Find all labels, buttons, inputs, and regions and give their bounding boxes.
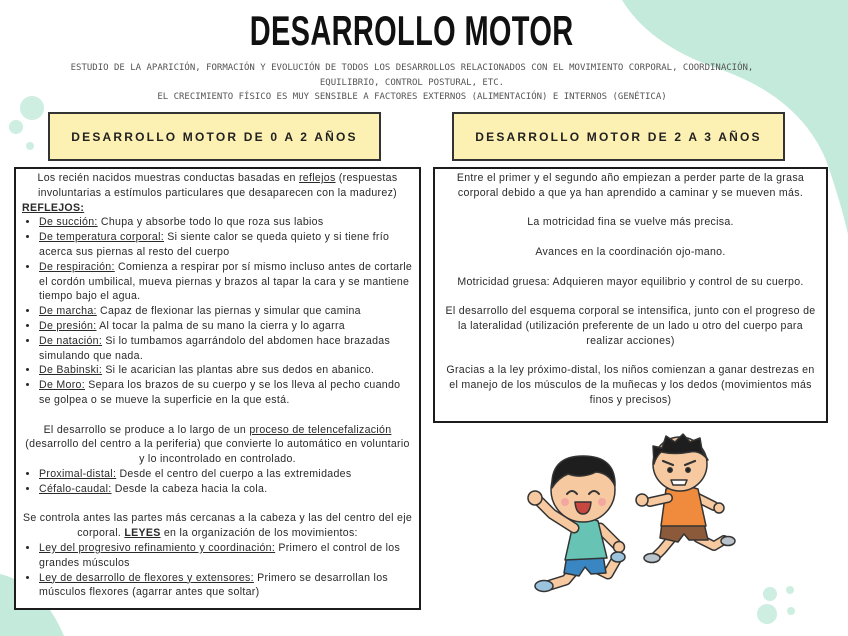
law-term: Ley del progresivo refinamiento y coordinación:	[39, 541, 276, 554]
reflex-item	[39, 334, 413, 364]
law-term: Ley de desarrollo de flexores y extensores:	[39, 571, 254, 584]
laws-intro-text: Se controla antes las partes más cercanas a la cabeza y las del centro del eje corporal.	[22, 512, 413, 540]
header-2-3-years	[452, 112, 785, 161]
reflex-item	[39, 304, 413, 319]
directions-list	[22, 467, 413, 497]
reflex-description: Al tocar la palma de su mano la cierra y lo agarra	[96, 319, 345, 332]
intro-text: (respuestas involuntarias a estímulos particulares que desaparecen con la madurez)	[37, 172, 398, 199]
intro-text: Los recién nacidos muestras conductas basadas en	[37, 172, 299, 184]
page-title-text: DESARROLLO MOTOR	[250, 7, 574, 54]
reflex-item	[39, 319, 413, 334]
reflex-term: De Babinski:	[39, 364, 103, 377]
laws-keyword: LEYES	[124, 527, 161, 540]
reflex-description: Comienza a respirar por sí mismo incluso antes de cortarle el cordón umbilical, mueva piernas y brazos al tapar la cara y se mantiene tiempo bajo el agua.	[39, 260, 413, 303]
law-item	[39, 541, 413, 571]
reflex-term: De respiración:	[39, 260, 115, 273]
mint-dot	[26, 142, 34, 150]
subtitle-growth: EL CRECIMIENTO FÍSICO ES MUY SENSIBLE A FACTORES EXTERNOS (ALIMENTACIÓN) E INTERNOS (GENÉTICA)	[157, 92, 667, 102]
reflex-description: Separa los brazos de su cuerpo y se los lleva al pecho cuando se golpea o se mueve la superficie en la que está.	[39, 379, 401, 406]
law-description: Primero el control de los grandes músculos	[39, 541, 401, 569]
reflex-description: Si lo tumbamos agarrándolo del abdomen hace brazadas simulando que nada.	[39, 334, 391, 362]
reflex-description: Chupa y absorbe todo lo que roza sus labios	[97, 216, 324, 229]
laws-intro-paragraph	[22, 511, 413, 541]
header-2-3-years-label: DESARROLLO MOTOR DE 2 A 3 AÑOS	[475, 129, 762, 144]
child-orange-shirt	[636, 434, 735, 563]
development-text: El desarrollo se produce a lo largo de un	[43, 423, 250, 436]
eye-hand-paragraph: Avances en la coordinación ojo-mano.	[535, 245, 726, 258]
reflexes-list	[22, 215, 413, 407]
mint-dot	[9, 120, 23, 134]
law-item	[39, 571, 413, 601]
reflex-term: De natación:	[39, 334, 103, 347]
gross-motor-paragraph: Motricidad gruesa: Adquieren mayor equilibrio y control de su cuerpo.	[457, 275, 804, 288]
reflex-term: De succión:	[39, 216, 98, 229]
reflex-description: Si siente calor se queda quieto y si tiene frío acerca sus piernas al resto del cuerpo	[39, 231, 390, 258]
development-underlined-term: proceso de telencefalización	[249, 423, 392, 436]
page-title	[0, 7, 824, 54]
panel-2-3-years	[433, 167, 828, 423]
mint-dot	[757, 604, 777, 624]
reflex-item	[39, 378, 413, 408]
reflex-term: De Moro:	[39, 379, 85, 392]
fat-loss-paragraph: Entre el primer y el segundo año empiezan a perder parte de la grasa corporal debido a que ya han aprendido a caminar y se mueven más.	[456, 172, 805, 199]
header-0-2-years-label: DESARROLLO MOTOR DE 0 A 2 AÑOS	[71, 129, 358, 144]
laws-list	[22, 541, 413, 600]
running-children-icon	[520, 428, 745, 598]
reflex-item	[39, 260, 413, 304]
law-description: Primero se desarrollan los músculos flexores (agarrar antes que soltar)	[39, 571, 388, 599]
direction-description: Desde la cabeza hacia la cola.	[111, 482, 268, 495]
development-paragraph	[22, 423, 413, 467]
reflex-item	[39, 363, 413, 378]
reflex-description: Capaz de flexionar las piernas y simular que camina	[96, 305, 361, 318]
body-schema-paragraph: El desarrollo del esquema corporal se intensifica, junto con el progreso de la lateralidad (utilización preferente de un lado u otro del cuerpo para realizar acciones)	[445, 305, 816, 347]
intro-underlined-term: reflejos	[298, 172, 336, 184]
reflex-term: De marcha:	[39, 305, 97, 318]
direction-term: Proximal-distal:	[39, 467, 117, 480]
mint-dot	[786, 586, 794, 594]
reflex-item	[39, 215, 413, 230]
development-text: (desarrollo del centro a la periferia) que convierte lo automático en voluntario y lo incontrolado en controlado.	[25, 438, 410, 466]
proximal-distal-paragraph: Gracias a la ley próximo-distal, los niños comienzan a ganar destrezas en el manejo de los músculos de la muñecas y los dedos (movimientos más finos y precisos)	[446, 364, 815, 406]
mint-dot	[763, 587, 777, 601]
reflex-term: De presión:	[39, 319, 97, 332]
intro-paragraph	[22, 171, 413, 201]
direction-item	[39, 482, 413, 497]
child-teal-shirt	[528, 456, 625, 592]
reflexes-heading: REFLEJOS:	[22, 201, 85, 214]
laws-intro-text: en la organización de los movimientos:	[160, 527, 358, 540]
subtitle-scope: ESTUDIO DE LA APARICIÓN, FORMACIÓN Y EVOLUCIÓN DE TODOS LOS DESARROLLOS RELACIONADOS CON EL MOVIMIENTO CORPORAL, COORDINACIÓN, EQUILIBRIO, CONTROL POSTURAL, ETC.	[70, 63, 754, 88]
mint-dot	[787, 607, 795, 615]
header-0-2-years	[48, 112, 381, 161]
fine-motor-paragraph: La motricidad fina se vuelve más precisa.	[527, 216, 734, 229]
panel-0-2-years	[14, 167, 421, 610]
direction-term: Céfalo-caudal:	[39, 482, 112, 495]
reflex-item	[39, 230, 413, 260]
direction-description: Desde el centro del cuerpo a las extremidades	[116, 467, 352, 480]
reflex-term: De temperatura corporal:	[39, 231, 164, 244]
direction-item	[39, 467, 413, 482]
reflex-description: Si le acarician las plantas abre sus dedos en abanico.	[102, 364, 375, 377]
